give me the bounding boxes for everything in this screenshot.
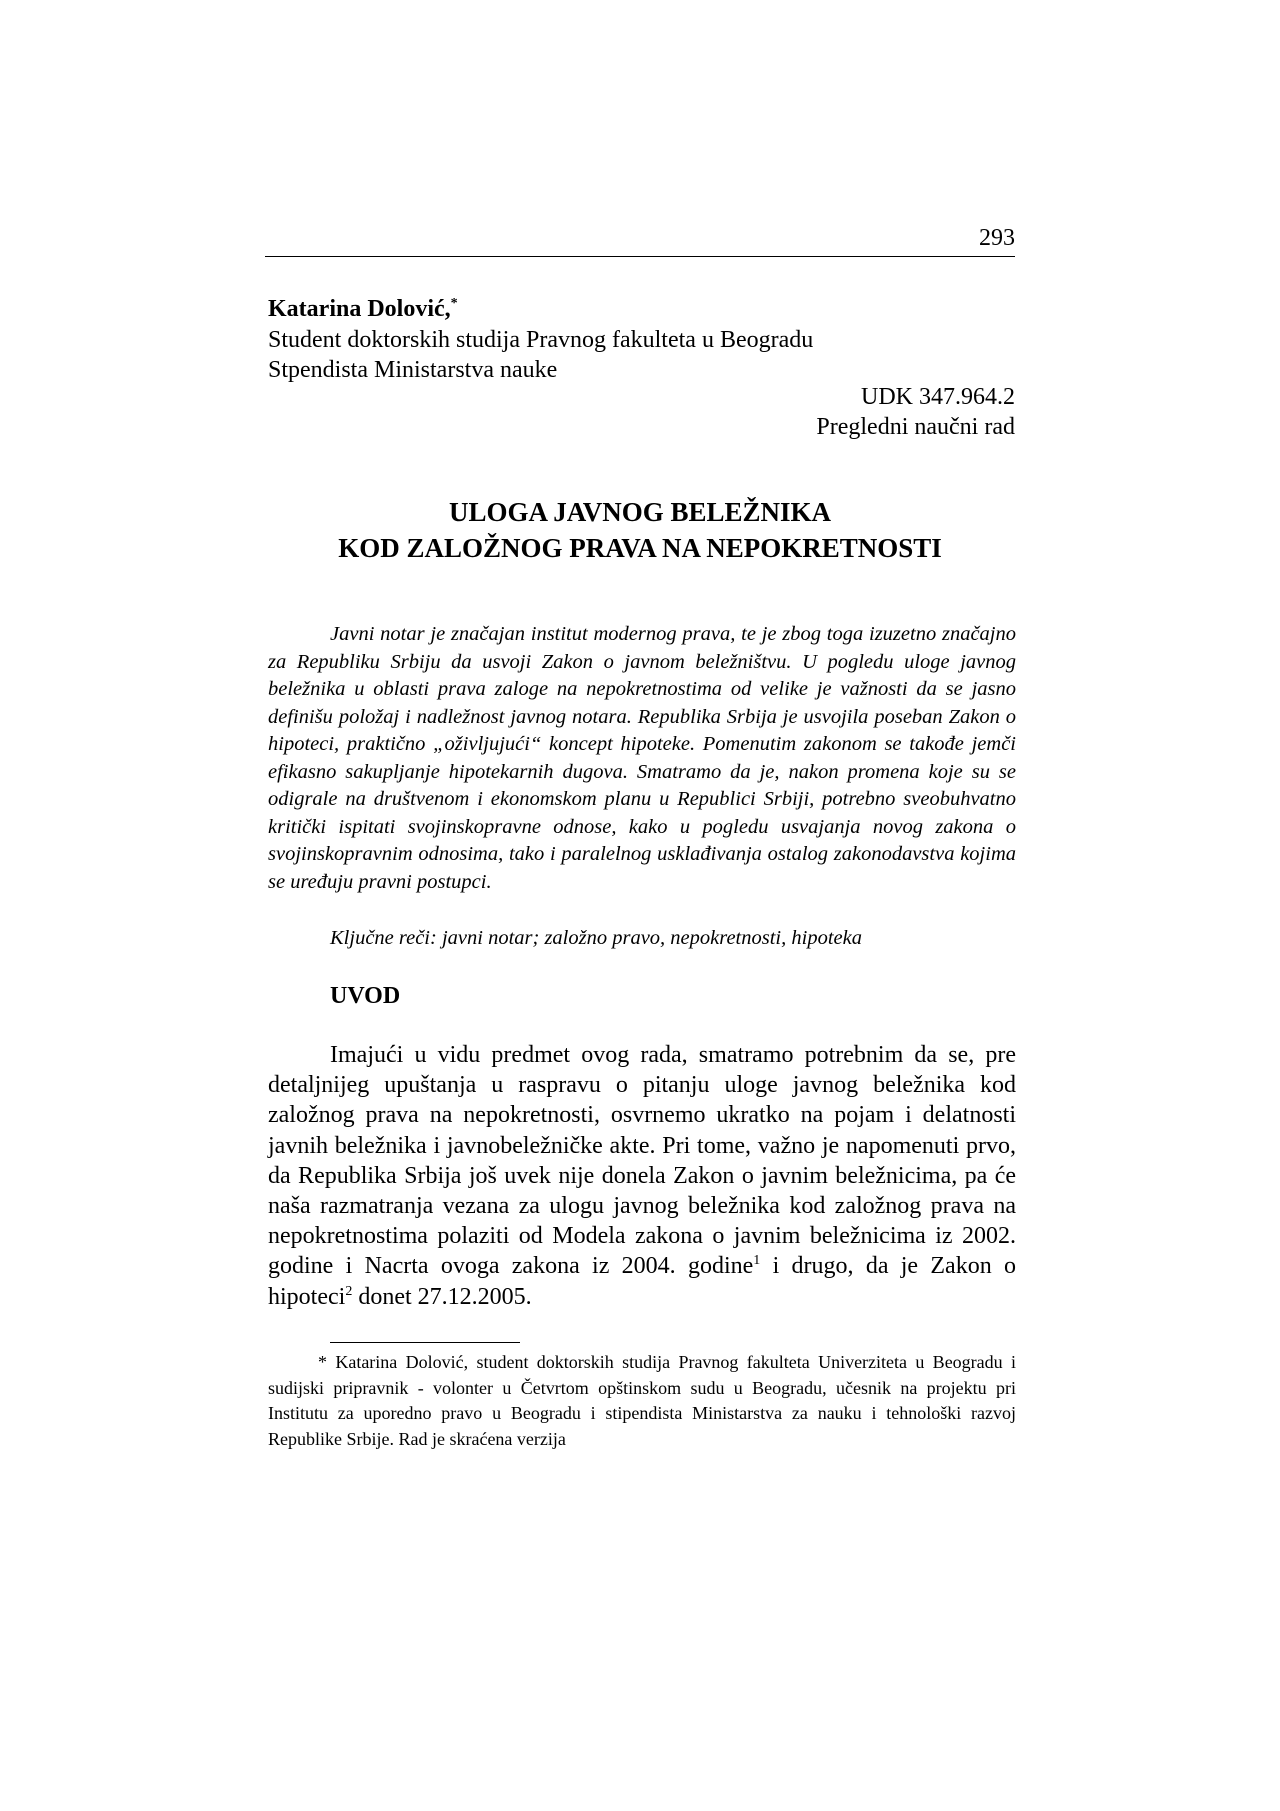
author-name: [268, 288, 1016, 325]
author-affiliation-1: Student doktorskih studija Pravnog fakulteta u Beogradu: [268, 327, 814, 353]
keywords: Ključne reči: javni notar; založno pravo, nepokretnosti, hipoteka: [330, 927, 862, 949]
section-heading: UVOD: [330, 983, 401, 1009]
title-line-1: ULOGA JAVNOG BELEŽNIKA: [448, 497, 832, 527]
paper-title: [265, 494, 1015, 566]
author-name-text: Katarina Dolović,: [268, 296, 451, 322]
abstract: [268, 621, 1016, 896]
udk-code: UDK 347.964.2: [861, 384, 1015, 410]
author-affiliation-2: Stpendista Ministarstva nauke: [268, 357, 558, 383]
author-block: [268, 288, 1016, 385]
page-number: 293: [979, 225, 1015, 251]
paper-type: Pregledni naučni rad: [816, 414, 1015, 440]
body-text-part-2: i drugo, da je Zakon o hipoteci: [268, 1253, 1016, 1310]
footnote-rule: [330, 1342, 520, 1343]
body-text-part-1: Imajući u vidu predmet ovog rada, smatramo potrebnim da se, pre detaljnijeg upuštanja u raspravu o pitanju uloge javnog beležnika kod založnog prava na nepokretnosti, osvrnemo ukratko na pojam i delatnosti javnih beležnika i javnobeležničke akte. Pri tome, važno je napomenuti prvo, da Republika Srbija još uvek nije donela Zakon o javnim beležnicima, pa će naša razmatranja vezana za ulogu javnog beležnika kod založnog prava na nepokretnostima polaziti od Modela zakona o javnim beležnicima iz 2002. godine i Nacrta ovoga zakona iz 2004. godine: [268, 1042, 1016, 1280]
footnote: [268, 1350, 1016, 1452]
title-line-2: KOD ZALOŽNOG PRAVA NA NEPOKRETNOSTI: [338, 533, 942, 563]
footnote-mark: *: [318, 1352, 327, 1372]
body-text-part-3: donet 27.12.2005.: [352, 1283, 532, 1310]
header-rule: [265, 256, 1015, 257]
footnote-ref-1[interactable]: 1: [753, 1253, 761, 1269]
footnote-text: Katarina Dolović, student doktorskih studija Pravnog fakulteta Univerziteta u Beogradu i sudijski pripravnik - volonter u Četvrtom opštinskom sudu u Beogradu, učesnik na projektu pri Institutu za uporedno pravo u Beogradu i stipendista Ministarstva za nauku i tehnološki razvoj Republike Srbije. Rad je skraćena verzija: [268, 1352, 1016, 1449]
abstract-text: Javni notar je značajan institut modernog prava, te je zbog toga izuzetno značajno za Republiku Srbiju da usvoji Zakon o javnom beležništvu. U pogledu uloge javnog beležnika u oblasti prava zaloge na nepokretnostima od velike je važnosti da se jasno definišu položaj i nadležnost javnog notara. Republika Srbija je usvojila poseban Zakon o hipoteci, praktično „oživljujući“ koncept hipoteke. Pomenutim zakonom se takođe jemči efikasno sakupljanje hipotekarnih dugova. Smatramo da je, nakon promena koje su se odigrale na društvenom i ekonomskom planu u Republici Srbiji, potrebno sveobuhvatno kritički ispitati svojinskopravne odnose, kako u pogledu usvajanja novog zakona o svojinskopravnim odnosima, tako i paralelnog usklađivanja ostalog zakonodavstva kojima se uređuju pravni postupci.: [268, 623, 1016, 893]
body-paragraph: [268, 1040, 1016, 1312]
paper-meta: [600, 382, 1015, 442]
author-footnote-mark: *: [450, 296, 458, 311]
footnote-ref-2[interactable]: 2: [345, 1283, 353, 1299]
